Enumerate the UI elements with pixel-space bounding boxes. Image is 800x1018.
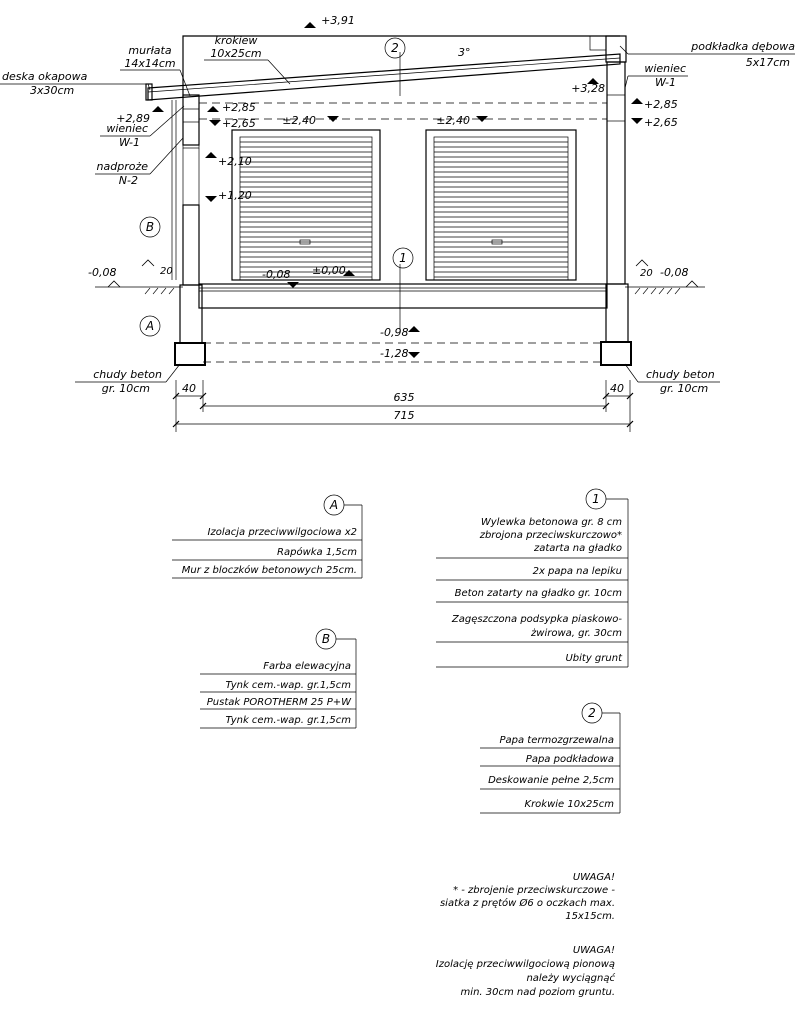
left-wall-ring-beam [183,95,199,145]
label-murlata-size: 14x14cm [124,57,176,70]
label-nadproze: nadproże [96,160,148,173]
marker-2-label: 2 [391,41,399,55]
legend-1-row-1a: Wylewka betonowa gr. 8 cm [480,517,622,528]
dim-715: 715 [393,409,415,422]
notes [436,872,616,998]
legend-2-row-1: Papa termozgrzewalna [499,735,614,746]
level-285-right: +2,85 [644,98,678,111]
legend-2-row-4: Krokwie 10x25cm [524,799,614,810]
legend-1-row-2: 2x papa na lepiku [532,566,622,577]
legend-A-row-1: Izolacja przeciwwilgociowa x2 [207,527,357,538]
label-krokiew: krokiew [214,34,258,47]
level-roof-peak: +3,91 [321,14,355,27]
label-chudy-right: chudy beton [646,368,715,381]
legend-A-row-3: Mur z bloczków betonowych 25cm. [181,565,357,576]
dim-635: 635 [393,391,415,404]
note1-line1: UWAGA! [572,872,615,883]
legend-1-row-4a: Zagęszczona podsypka piaskowo- [451,614,622,625]
legend-2-marker: 2 [588,706,596,720]
level-328: +3,28 [571,82,605,95]
note1-line4: 15x15cm. [565,911,615,922]
level-m008-left: -0,08 [88,266,117,279]
label-krokiew-size: 10x25cm [210,47,262,60]
note1-line2: * - zbrojenie przeciwskurczowe - [453,885,615,896]
level-265-left: +2,65 [222,117,256,130]
level-285-left: +2,85 [222,101,256,114]
label-chudy-left: chudy beton [93,368,162,381]
legend-B-row-3: Pustak POROTHERM 25 P+W [206,697,351,708]
legend-1-row-3: Beton zatarty na gładko gr. 10cm [454,588,622,599]
legend-1-marker: 1 [592,492,600,506]
label-wieniec-right-code: W-1 [655,76,676,89]
label-deska: deska okapowa [2,70,88,83]
label-wieniec-left-code: W-1 [119,136,140,149]
legend-B-row-1: Farba elewacyjna [263,661,351,672]
legend-A-marker: A [329,498,339,512]
level-210: +2,10 [218,155,252,168]
legend-1-row-4b: żwirowa, gr. 30cm [531,628,622,639]
floor-slab [199,284,607,308]
legend-B-marker: B [321,632,331,646]
legend-2 [480,703,620,813]
level-zero: ±0,00 [312,264,346,277]
legend-2-row-2: Papa podkładowa [525,754,614,765]
level-m008-right: -0,08 [660,266,689,279]
rafter [148,54,620,100]
label-chudy-left-thk: gr. 10cm [101,382,150,395]
note2-line3: należy wyciągnąć [526,973,615,984]
marker-1-label: 1 [399,251,407,265]
right-foundation-wall [606,284,628,342]
offset-20-left: 20 [160,266,173,277]
legend-A-row-2: Rapówka 1,5cm [277,547,357,558]
level-240-right: ±2,40 [436,114,470,127]
level-m008-mid: -0,08 [262,268,291,281]
label-podkladka-size: 5x17cm [745,56,790,69]
legend-B-row-2: Tynk cem.-wap. gr.1,5cm [225,680,351,691]
label-murlata: murłata [128,44,172,57]
legend-1 [436,489,628,667]
legend-B [200,629,356,728]
right-footing [601,342,631,365]
dim-40-right: 40 [610,382,624,395]
label-chudy-right-thk: gr. 10cm [660,382,709,395]
legend-1-row-1b: zbrojona przeciwskurczowo* [479,530,622,541]
left-footing [175,343,205,365]
note2-line1: UWAGA! [572,945,615,956]
note2-line4: min. 30cm nad poziom gruntu. [460,987,615,998]
label-wieniec-left: wieniec [106,122,148,135]
note1-line3: siatka z prętów Ø6 o oczkach max. [439,898,615,909]
label-wieniec-right: wieniec [644,62,686,75]
dim-40-left: 40 [182,382,196,395]
garage-door-left [232,130,380,280]
level-m098: -0,98 [380,326,409,339]
legend-A [172,495,362,578]
label-podkladka: podkładka dębowa [691,40,795,53]
marker-A-label: A [145,319,155,333]
level-m128: -1,28 [380,347,409,360]
legend-B-row-4: Tynk cem.-wap. gr.1,5cm [225,715,351,726]
legend-1-row-5: Ubity grunt [565,653,622,664]
note2-line2: Izolację przeciwwilgociową pionową [435,959,615,970]
level-240-left: ±2,40 [282,114,316,127]
level-120: +1,20 [218,189,252,202]
label-deska-size: 3x30cm [30,84,75,97]
marker-B-label: B [145,220,155,234]
level-265-right: +2,65 [644,116,678,129]
level-289: +2,89 [116,112,150,125]
label-nadproze-code: N-2 [118,174,138,187]
legend-2-row-3: Deskowanie pełne 2,5cm [488,775,614,786]
garage-door-right [426,130,576,280]
offset-20-right: 20 [640,268,653,279]
roof-slope: 3° [458,46,471,59]
legend-1-row-1c: zatarta na gładko [533,543,622,554]
left-wall-masonry [183,205,199,285]
